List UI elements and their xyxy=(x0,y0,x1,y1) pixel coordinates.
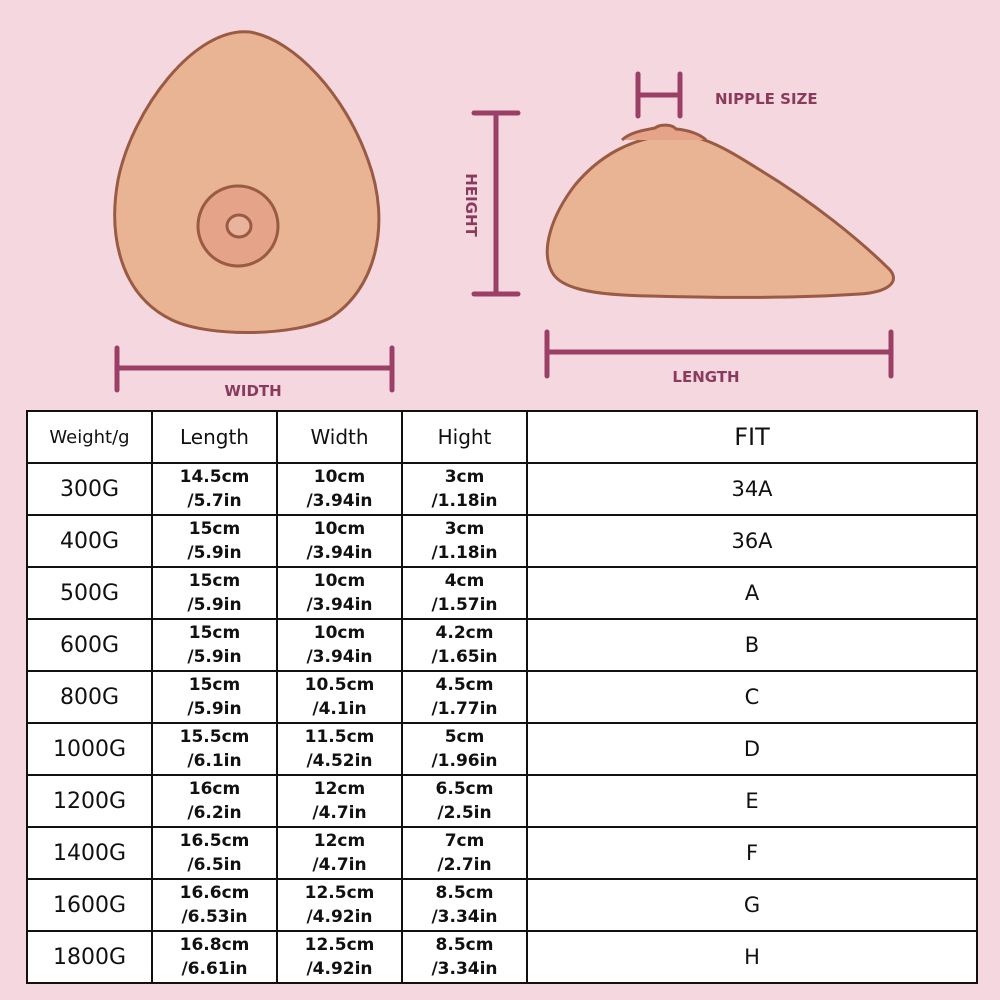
weight-cell: 1400G xyxy=(27,827,152,879)
height-cell-in: /1.65in xyxy=(431,647,498,667)
weight-cell: 300G xyxy=(27,463,152,515)
length-cell xyxy=(152,515,277,567)
weight-cell: 600G xyxy=(27,619,152,671)
length-cell-cm: 16cm xyxy=(188,779,241,799)
width-cell-cm: 10cm xyxy=(313,623,366,643)
height-cell-in: /1.18in xyxy=(431,543,498,563)
height-cell-cm: 7cm xyxy=(444,831,485,851)
width-cell-cm: 12.5cm xyxy=(304,935,375,955)
fit-cell: E xyxy=(527,775,977,827)
height-cell xyxy=(402,775,527,827)
length-cell-cm: 16.8cm xyxy=(179,935,250,955)
width-cell xyxy=(277,931,402,983)
fit-cell: H xyxy=(527,931,977,983)
width-cell-in: /3.94in xyxy=(306,647,373,667)
weight-cell: 1600G xyxy=(27,879,152,931)
height-cell-cm: 5cm xyxy=(444,727,485,747)
length-cell-cm: 15cm xyxy=(188,623,241,643)
height-cell-cm: 8.5cm xyxy=(435,935,494,955)
width-cell-in: /4.52in xyxy=(306,751,373,771)
height-cell-in: /3.34in xyxy=(431,907,498,927)
width-cell-cm: 12cm xyxy=(313,831,366,851)
length-cell xyxy=(152,619,277,671)
height-cell-in: /2.5in xyxy=(437,803,492,823)
length-cell-in: /5.9in xyxy=(187,699,242,719)
table-row xyxy=(27,879,977,931)
height-cell xyxy=(402,879,527,931)
width-cell-cm: 10cm xyxy=(313,519,366,539)
height-cell xyxy=(402,827,527,879)
length-cell xyxy=(152,827,277,879)
width-cell-cm: 11.5cm xyxy=(304,727,375,747)
width-cell-cm: 12cm xyxy=(313,779,366,799)
side-view-shape xyxy=(547,135,893,298)
length-cell-cm: 14.5cm xyxy=(179,467,250,487)
length-cell-cm: 15cm xyxy=(188,675,241,695)
height-cell xyxy=(402,931,527,983)
width-cell xyxy=(277,775,402,827)
width-cell-in: /3.94in xyxy=(306,491,373,511)
width-cell-in: /4.7in xyxy=(312,803,367,823)
width-cell-cm: 10.5cm xyxy=(304,675,375,695)
width-cell xyxy=(277,671,402,723)
product-diagram xyxy=(0,0,1000,410)
table-body xyxy=(27,463,977,983)
weight-cell: 500G xyxy=(27,567,152,619)
height-cell-cm: 4.5cm xyxy=(435,675,494,695)
length-cell xyxy=(152,931,277,983)
width-cell-cm: 12.5cm xyxy=(304,883,375,903)
length-cell-cm: 15cm xyxy=(188,519,241,539)
width-label: WIDTH xyxy=(224,382,282,400)
height-cell-in: /1.96in xyxy=(431,751,498,771)
table-row xyxy=(27,775,977,827)
fit-cell: 34A xyxy=(527,463,977,515)
height-cell-in: /1.18in xyxy=(431,491,498,511)
height-cell-in: /1.77in xyxy=(431,699,498,719)
length-cell xyxy=(152,567,277,619)
width-cell-in: /4.7in xyxy=(312,855,367,875)
length-cell xyxy=(152,671,277,723)
fit-cell: B xyxy=(527,619,977,671)
height-label: HEIGHT xyxy=(462,173,480,237)
length-cell-in: /6.1in xyxy=(187,751,242,771)
width-cell-cm: 10cm xyxy=(313,467,366,487)
fit-cell: F xyxy=(527,827,977,879)
fit-cell: G xyxy=(527,879,977,931)
fit-cell: A xyxy=(527,567,977,619)
weight-cell: 1200G xyxy=(27,775,152,827)
height-cell-cm: 8.5cm xyxy=(435,883,494,903)
width-cell xyxy=(277,879,402,931)
header-row xyxy=(27,411,977,463)
width-cell xyxy=(277,515,402,567)
front-view-shape xyxy=(115,32,379,333)
width-cell xyxy=(277,723,402,775)
width-cell-in: /3.94in xyxy=(306,543,373,563)
fit-cell: 36A xyxy=(527,515,977,567)
table-row xyxy=(27,619,977,671)
height-cell-in: /1.57in xyxy=(431,595,498,615)
nipple-side xyxy=(622,125,706,140)
height-cell-cm: 4cm xyxy=(444,571,485,591)
height-cell xyxy=(402,619,527,671)
table-row xyxy=(27,931,977,983)
length-cell-in: /5.9in xyxy=(187,647,242,667)
table-row xyxy=(27,723,977,775)
nipple-front xyxy=(227,215,251,237)
width-cell-in: /4.1in xyxy=(312,699,367,719)
header-weight: Weight/g xyxy=(27,411,152,463)
width-cell-in: /4.92in xyxy=(306,907,373,927)
length-label: LENGTH xyxy=(672,368,740,386)
height-cell xyxy=(402,463,527,515)
height-cell-cm: 3cm xyxy=(444,519,485,539)
header-length: Length xyxy=(152,411,277,463)
length-cell-in: /6.5in xyxy=(187,855,242,875)
weight-cell: 1000G xyxy=(27,723,152,775)
header-fit: FIT xyxy=(527,411,977,463)
table-row xyxy=(27,567,977,619)
height-cell-in: /2.7in xyxy=(437,855,492,875)
weight-cell: 800G xyxy=(27,671,152,723)
fit-cell: D xyxy=(527,723,977,775)
length-cell-in: /6.61in xyxy=(181,959,248,979)
table-row xyxy=(27,671,977,723)
length-cell-cm: 16.6cm xyxy=(179,883,250,903)
length-cell-in: /5.9in xyxy=(187,543,242,563)
table-row xyxy=(27,463,977,515)
height-cell xyxy=(402,567,527,619)
width-cell xyxy=(277,619,402,671)
length-cell xyxy=(152,879,277,931)
width-cell-in: /4.92in xyxy=(306,959,373,979)
height-cell xyxy=(402,723,527,775)
width-cell-in: /3.94in xyxy=(306,595,373,615)
fit-cell: C xyxy=(527,671,977,723)
header-height: Hight xyxy=(402,411,527,463)
height-cell-cm: 4.2cm xyxy=(435,623,494,643)
height-cell xyxy=(402,671,527,723)
table-row xyxy=(27,515,977,567)
nipple-size-dimension xyxy=(638,74,680,116)
length-cell-in: /6.53in xyxy=(181,907,248,927)
length-cell-cm: 16.5cm xyxy=(179,831,250,851)
header-width: Width xyxy=(277,411,402,463)
length-cell-cm: 15cm xyxy=(188,571,241,591)
width-cell xyxy=(277,827,402,879)
nipple-size-label: NIPPLE SIZE xyxy=(715,90,818,108)
length-cell-in: /5.7in xyxy=(187,491,242,511)
height-cell xyxy=(402,515,527,567)
length-cell xyxy=(152,723,277,775)
height-cell-in: /3.34in xyxy=(431,959,498,979)
length-cell-in: /6.2in xyxy=(187,803,242,823)
width-cell xyxy=(277,567,402,619)
length-cell xyxy=(152,463,277,515)
length-cell xyxy=(152,775,277,827)
width-cell-cm: 10cm xyxy=(313,571,366,591)
table-row xyxy=(27,827,977,879)
length-cell-in: /5.9in xyxy=(187,595,242,615)
height-cell-cm: 3cm xyxy=(444,467,485,487)
length-cell-cm: 15.5cm xyxy=(179,727,250,747)
height-cell-cm: 6.5cm xyxy=(435,779,494,799)
weight-cell: 1800G xyxy=(27,931,152,983)
weight-cell: 400G xyxy=(27,515,152,567)
width-cell xyxy=(277,463,402,515)
size-chart-table xyxy=(26,410,978,984)
